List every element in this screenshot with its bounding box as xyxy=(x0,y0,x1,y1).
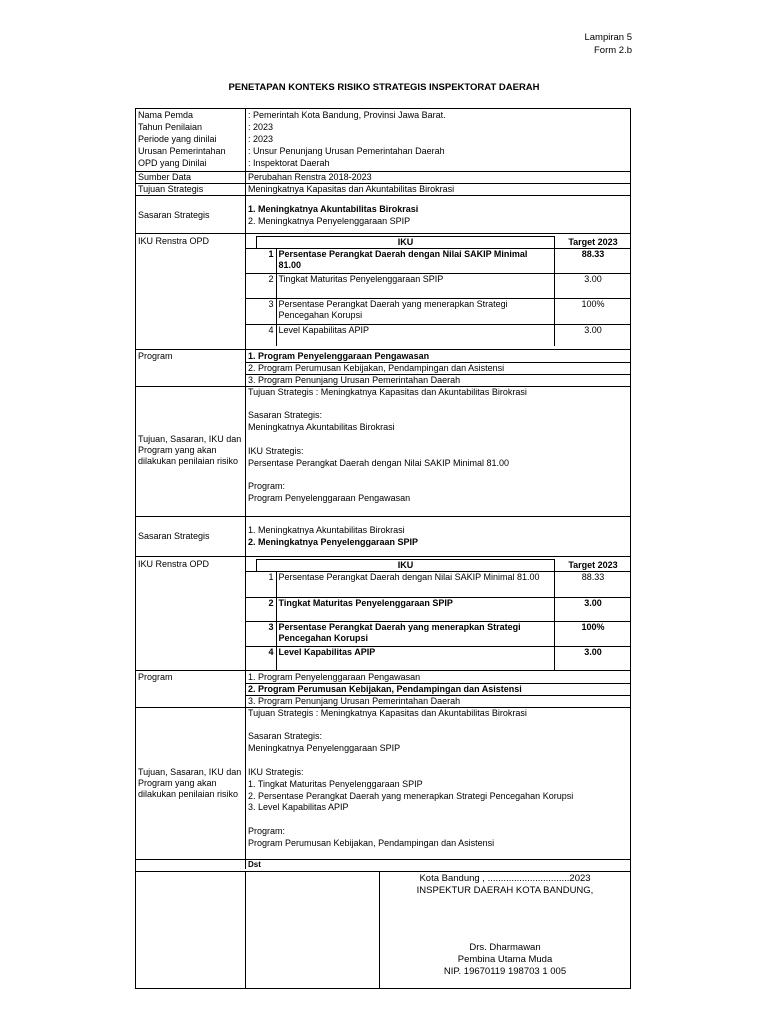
summary-program: Program Penyelenggaraan Pengawasan xyxy=(248,493,411,503)
summary-label: Tujuan, Sasaran, IKU dan Program yang akan dilakukan penilaian risiko xyxy=(138,767,242,799)
summary-iku: 1. Tingkat Maturitas Penyelenggaraan SPIP xyxy=(248,779,423,789)
summary-sasaran-head: Sasaran Strategis: xyxy=(248,410,323,420)
iku-target: 3.00 xyxy=(555,597,632,621)
iku-header: IKU xyxy=(257,560,555,572)
table-row: 4 Level Kapabilitas APIP 3.00 xyxy=(246,324,631,346)
iku-text: Tingkat Maturitas Penyelenggaraan SPIP xyxy=(276,597,555,621)
iku-text: Persentase Perangkat Daerah yang menerapkan Strategi Pencegahan Korupsi xyxy=(276,621,555,646)
sasaran-label: Sasaran Strategis xyxy=(138,531,210,541)
signatory-nip: NIP. 19670119 198703 1 005 xyxy=(443,966,567,978)
signature-block xyxy=(380,873,630,897)
info-label: Nama Pemda xyxy=(138,110,194,120)
target-header: Target 2023 xyxy=(555,560,632,572)
summary-label: Tujuan, Sasaran, IKU dan Program yang akan dilakukan penilaian risiko xyxy=(138,434,242,466)
iku-text: Level Kapabilitas APIP xyxy=(276,646,555,670)
info-value: : 2023 xyxy=(248,134,274,144)
program-item: 3. Program Penunjang Urusan Pemerintahan Daerah xyxy=(248,696,461,706)
iku-text: Level Kapabilitas APIP xyxy=(276,324,555,346)
program-label: Program xyxy=(138,351,173,361)
sasaran-item: 1. Meningkatnya Akuntabilitas Birokrasi xyxy=(248,204,419,214)
table-row: 4 Level Kapabilitas APIP 3.00 xyxy=(246,646,631,670)
sasaran-item: 2. Meningkatnya Penyelenggaraan SPIP xyxy=(248,216,411,226)
summary-iku-head: IKU Strategis: xyxy=(248,767,304,777)
info-label: OPD yang Dinilai xyxy=(138,158,207,168)
iku-target: 3.00 xyxy=(555,646,632,670)
target-header: Target 2023 xyxy=(555,237,632,249)
summary-program: Program Perumusan Kebijakan, Pendampingan dan Asistensi xyxy=(248,838,495,848)
iku-target: 3.00 xyxy=(555,273,632,298)
iku-target: 3.00 xyxy=(555,324,632,346)
program-label: Program xyxy=(138,672,173,682)
dst-marker: Dst xyxy=(248,860,261,869)
iku-target: 100% xyxy=(555,298,632,324)
summary-iku: 3. Level Kapabilitas APIP xyxy=(248,802,349,812)
program-item: 1. Program Penyelenggaraan Pengawasan xyxy=(248,351,430,361)
sasaran-item: 1. Meningkatnya Akuntabilitas Birokrasi xyxy=(248,525,405,535)
summary-sasaran: Meningkatnya Akuntabilitas Birokrasi xyxy=(248,422,395,432)
risk-context-form xyxy=(135,108,631,989)
summary-iku: 2. Persentase Perangkat Daerah yang menerapkan Strategi Pencegahan Korupsi xyxy=(248,791,574,801)
iku-target: 100% xyxy=(555,621,632,646)
info-label: Periode yang dinilai xyxy=(138,134,217,144)
table-row: 1 Persentase Perangkat Daerah dengan Nilai SAKIP Minimal 81.00 88.33 xyxy=(246,248,631,273)
iku-text: Persentase Perangkat Daerah dengan Nilai SAKIP Minimal 81.00 xyxy=(276,571,555,597)
info-value: : 2023 xyxy=(248,122,274,132)
signatory xyxy=(380,942,630,978)
table-row: 2 Tingkat Maturitas Penyelenggaraan SPIP 3.00 xyxy=(246,597,631,621)
column-divider xyxy=(245,109,246,869)
signatory-rank: Pembina Utama Muda xyxy=(457,954,553,966)
info-label: Urusan Pemerintahan xyxy=(138,146,226,156)
info-value: : Pemerintah Kota Bandung, Provinsi Jawa Barat. xyxy=(248,110,446,120)
table-row: 3 Persentase Perangkat Daerah yang menerapkan Strategi Pencegahan Korupsi 100% xyxy=(246,621,631,646)
iku-label: IKU Renstra OPD xyxy=(138,236,210,246)
info-value: Perubahan Renstra 2018-2023 xyxy=(248,172,372,182)
sasaran-item: 2. Meningkatnya Penyelenggaraan SPIP xyxy=(248,537,419,547)
iku-target: 88.33 xyxy=(555,571,632,597)
signature-place-date: Kota Bandung , ...............................2023 xyxy=(419,873,591,884)
summary-tujuan: Tujuan Strategis : Meningkatnya Kapasitas dan Akuntabilitas Birokrasi xyxy=(248,387,527,397)
form-reference xyxy=(584,32,632,58)
summary-program-head: Program: xyxy=(248,481,286,491)
sasaran-label: Sasaran Strategis xyxy=(138,210,210,220)
iku-text: Persentase Perangkat Daerah dengan Nilai SAKIP Minimal 81.00 xyxy=(276,248,555,273)
program-item: 3. Program Penunjang Urusan Pemerintahan Daerah xyxy=(248,375,461,385)
iku-table-2 xyxy=(246,559,631,670)
info-label: Tahun Penilaian xyxy=(138,122,203,132)
table-row: 2 Tingkat Maturitas Penyelenggaraan SPIP 3.00 xyxy=(246,273,631,298)
iku-label: IKU Renstra OPD xyxy=(138,559,210,569)
summary-iku-head: IKU Strategis: xyxy=(248,446,304,456)
document-title: PENETAPAN KONTEKS RISIKO STRATEGIS INSPEKTORAT DAERAH xyxy=(228,82,540,93)
summary-sasaran-head: Sasaran Strategis: xyxy=(248,731,323,741)
signature-office: INSPEKTUR DAERAH KOTA BANDUNG, xyxy=(416,884,594,896)
form-label: Form 2.b xyxy=(593,44,632,56)
program-item: 1. Program Penyelenggaraan Pengawasan xyxy=(248,672,421,682)
summary-sasaran: Meningkatnya Penyelenggaraan SPIP xyxy=(248,743,401,753)
iku-text: Persentase Perangkat Daerah yang menerapkan Strategi Pencegahan Korupsi xyxy=(276,298,555,324)
program-item: 2. Program Perumusan Kebijakan, Pendampingan dan Asistensi xyxy=(248,684,522,694)
table-row: 1 Persentase Perangkat Daerah dengan Nilai SAKIP Minimal 81.00 88.33 xyxy=(246,571,631,597)
iku-table-1 xyxy=(246,236,631,346)
info-label: Tujuan Strategis xyxy=(138,184,204,194)
program-item: 2. Program Perumusan Kebijakan, Pendampingan dan Asistensi xyxy=(248,363,505,373)
info-value: Meningkatnya Kapasitas dan Akuntabilitas Birokrasi xyxy=(248,184,455,194)
iku-text: Tingkat Maturitas Penyelenggaraan SPIP xyxy=(276,273,555,298)
lampiran-label: Lampiran 5 xyxy=(584,32,632,43)
signatory-name: Drs. Dharmawan xyxy=(469,942,541,953)
iku-target: 88.33 xyxy=(555,248,632,273)
summary-iku: Persentase Perangkat Daerah dengan Nilai SAKIP Minimal 81.00 xyxy=(248,458,509,468)
iku-header: IKU xyxy=(257,237,555,249)
summary-program-head: Program: xyxy=(248,826,286,836)
info-value: : Inspektorat Daerah xyxy=(248,158,330,168)
info-value: : Unsur Penunjang Urusan Pemerintahan Daerah xyxy=(248,146,445,156)
table-row: 3 Persentase Perangkat Daerah yang menerapkan Strategi Pencegahan Korupsi 100% xyxy=(246,298,631,324)
summary-tujuan: Tujuan Strategis : Meningkatnya Kapasitas dan Akuntabilitas Birokrasi xyxy=(248,708,527,718)
info-label: Sumber Data xyxy=(138,172,192,182)
